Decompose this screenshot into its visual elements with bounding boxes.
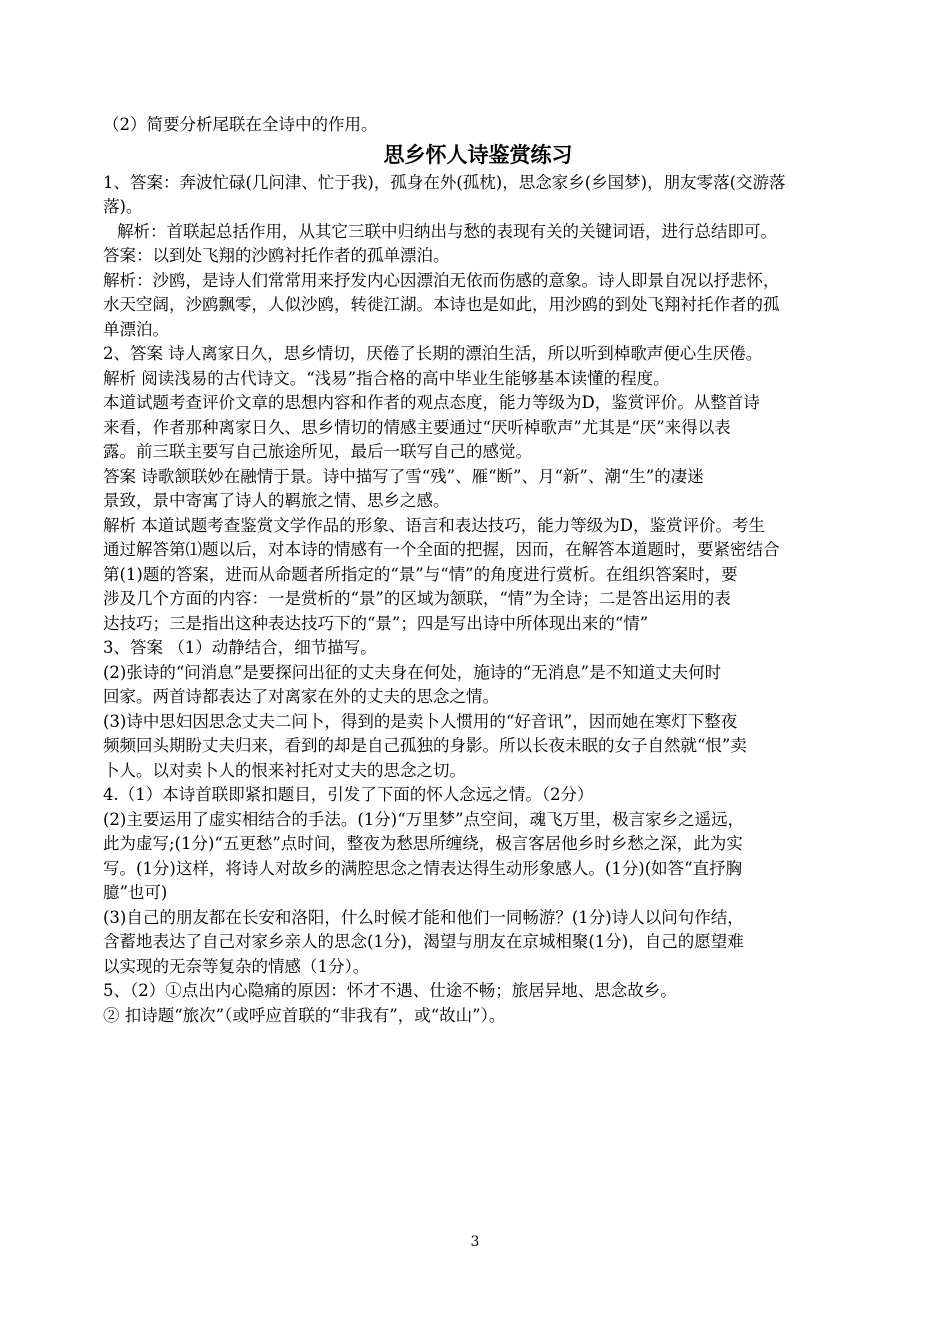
text-line: 臆”也可) <box>103 883 168 902</box>
text-line: 以实现的无奈等复杂的情感（1分）。 <box>103 956 370 976</box>
text-line: 2、答案 诗人离家日久，思乡情切，厌倦了长期的漂泊生活，所以听到棹歌声便心生厌倦。 <box>103 344 763 363</box>
text-line: 3、答案 （1）动静结合，细节描写。 <box>103 638 377 657</box>
text-line: 露。前三联主要写自己旅途所见，最后一联写自己的感觉。 <box>103 442 532 461</box>
text-line: 写。(1分)这样，将诗人对故乡的满腔思念之情表达得生动形象感人。(1分)(如答“直抒胸 <box>103 858 743 878</box>
page-number: 3 <box>470 1234 480 1250</box>
text-line: 水天空阔，沙鸥飘零，人似沙鸥，转徙江湖。本诗也是如此，用沙鸥的到处飞翔衬托作者的孤 <box>103 295 780 314</box>
text-line: 单漂泊。 <box>103 319 169 339</box>
text-line: 1、答案：奔波忙碌(几问津、忙于我)，孤身在外(孤枕)，思念家乡(乡国梦)，朋友零落(交游落 <box>103 172 786 192</box>
text-line: (2)主要运用了虚实相结合的手法。(1分)“万里梦”点空间，魂飞万里，极言家乡之遥远， <box>103 809 745 829</box>
text-line: 答案 诗歌颔联妙在融情于景。诗中描写了雪“残”、雁“断”、月“新”、潮“生”的凄迷 <box>103 466 704 486</box>
text-line: 此为虚写;(1分)“五更愁”点时间，整夜为愁思所缠绕，极言客居他乡时乡愁之深，此为实 <box>103 834 743 853</box>
text-line: 第(1)题的答案，进而从命题者所指定的“景”与“情”的角度进行赏析。在组织答案时，要 <box>103 564 738 584</box>
text-line: 4.（1）本诗首联即紧扣题目，引发了下面的怀人念远之情。（2分） <box>103 785 594 804</box>
text-line: 景致，景中寄寓了诗人的羁旅之情、思乡之感。 <box>103 491 450 510</box>
question-line: （2）简要分析尾联在全诗中的作用。 <box>103 115 378 134</box>
text-line: 解析 本道试题考查鉴赏文学作品的形象、语言和表达技巧，能力等级为D，鉴赏评价。考生 <box>103 515 765 535</box>
text-line: 本道试题考查评价文章的思想内容和作者的观点态度，能力等级为D，鉴赏评价。从整首诗 <box>103 393 760 412</box>
text-line: ② 扣诗题“旅次”（或呼应首联的“非我有”，或“故山”）。 <box>103 1005 506 1025</box>
text-line: 解析：首联起总括作用，从其它三联中归纳出与愁的表现有关的关键词语，进行总结即可。 <box>117 221 777 241</box>
text-line: (2)张诗的“问消息”是要探问出征的丈夫身在何处，施诗的“无消息”是不知道丈夫何时 <box>103 662 722 682</box>
text-line: 落)。 <box>103 197 143 216</box>
document-body <box>103 113 853 1028</box>
text-line: 解析 阅读浅易的古代诗文。“浅易”指合格的高中毕业生能够基本读懂的程度。 <box>103 368 670 388</box>
document-title: 思乡怀人诗鉴赏练习 <box>383 142 573 167</box>
text-line: 答案：以到处飞翔的沙鸥衬托作者的孤单漂泊。 <box>103 246 450 265</box>
text-line: 频频回头期盼丈夫归来，看到的却是自己孤独的身影。所以长夜未眠的女子自然就“恨”卖 <box>103 736 747 755</box>
text-line: 通过解答第⑴题以后，对本诗的情感有一个全面的把握，因而，在解答本道题时，要紧密结合 <box>103 540 780 559</box>
text-line: 含蓄地表达了自己对家乡亲人的思念(1分)，渴望与朋友在京城相聚(1分)，自己的愿望难 <box>103 932 744 951</box>
text-line: 涉及几个方面的内容：一是赏析的“景”的区域为颔联，“情”为全诗；二是答出运用的表 <box>103 589 731 608</box>
text-line: 5、（2）①点出内心隐痛的原因：怀才不遇、仕途不畅；旅居异地、思念故乡。 <box>103 981 677 1000</box>
text-line: 卜人。以对卖卜人的恨来衬托对丈夫的思念之切。 <box>103 760 466 780</box>
text-line: (3)诗中思妇因思念丈夫二问卜，得到的是卖卜人惯用的“好音讯”，因而她在寒灯下整夜 <box>103 711 738 731</box>
text-line: 来看，作者那种离家日久、思乡情切的情感主要通过“厌听棹歌声”尤其是“厌”来得以表 <box>103 417 731 437</box>
text-line: (3)自己的朋友都在长安和洛阳，什么时候才能和他们一同畅游？(1分)诗人以问句作结， <box>103 907 744 927</box>
text-line: 达技巧；三是指出这种表达技巧下的“景”；四是写出诗中所体现出来的“情” <box>103 613 649 633</box>
text-line: 解析：沙鸥，是诗人们常常用来抒发内心因漂泊无依而伤感的意象。诗人即景自况以抒悲怀， <box>103 270 780 290</box>
text-line: 回家。两首诗都表达了对离家在外的丈夫的思念之情。 <box>103 687 499 706</box>
